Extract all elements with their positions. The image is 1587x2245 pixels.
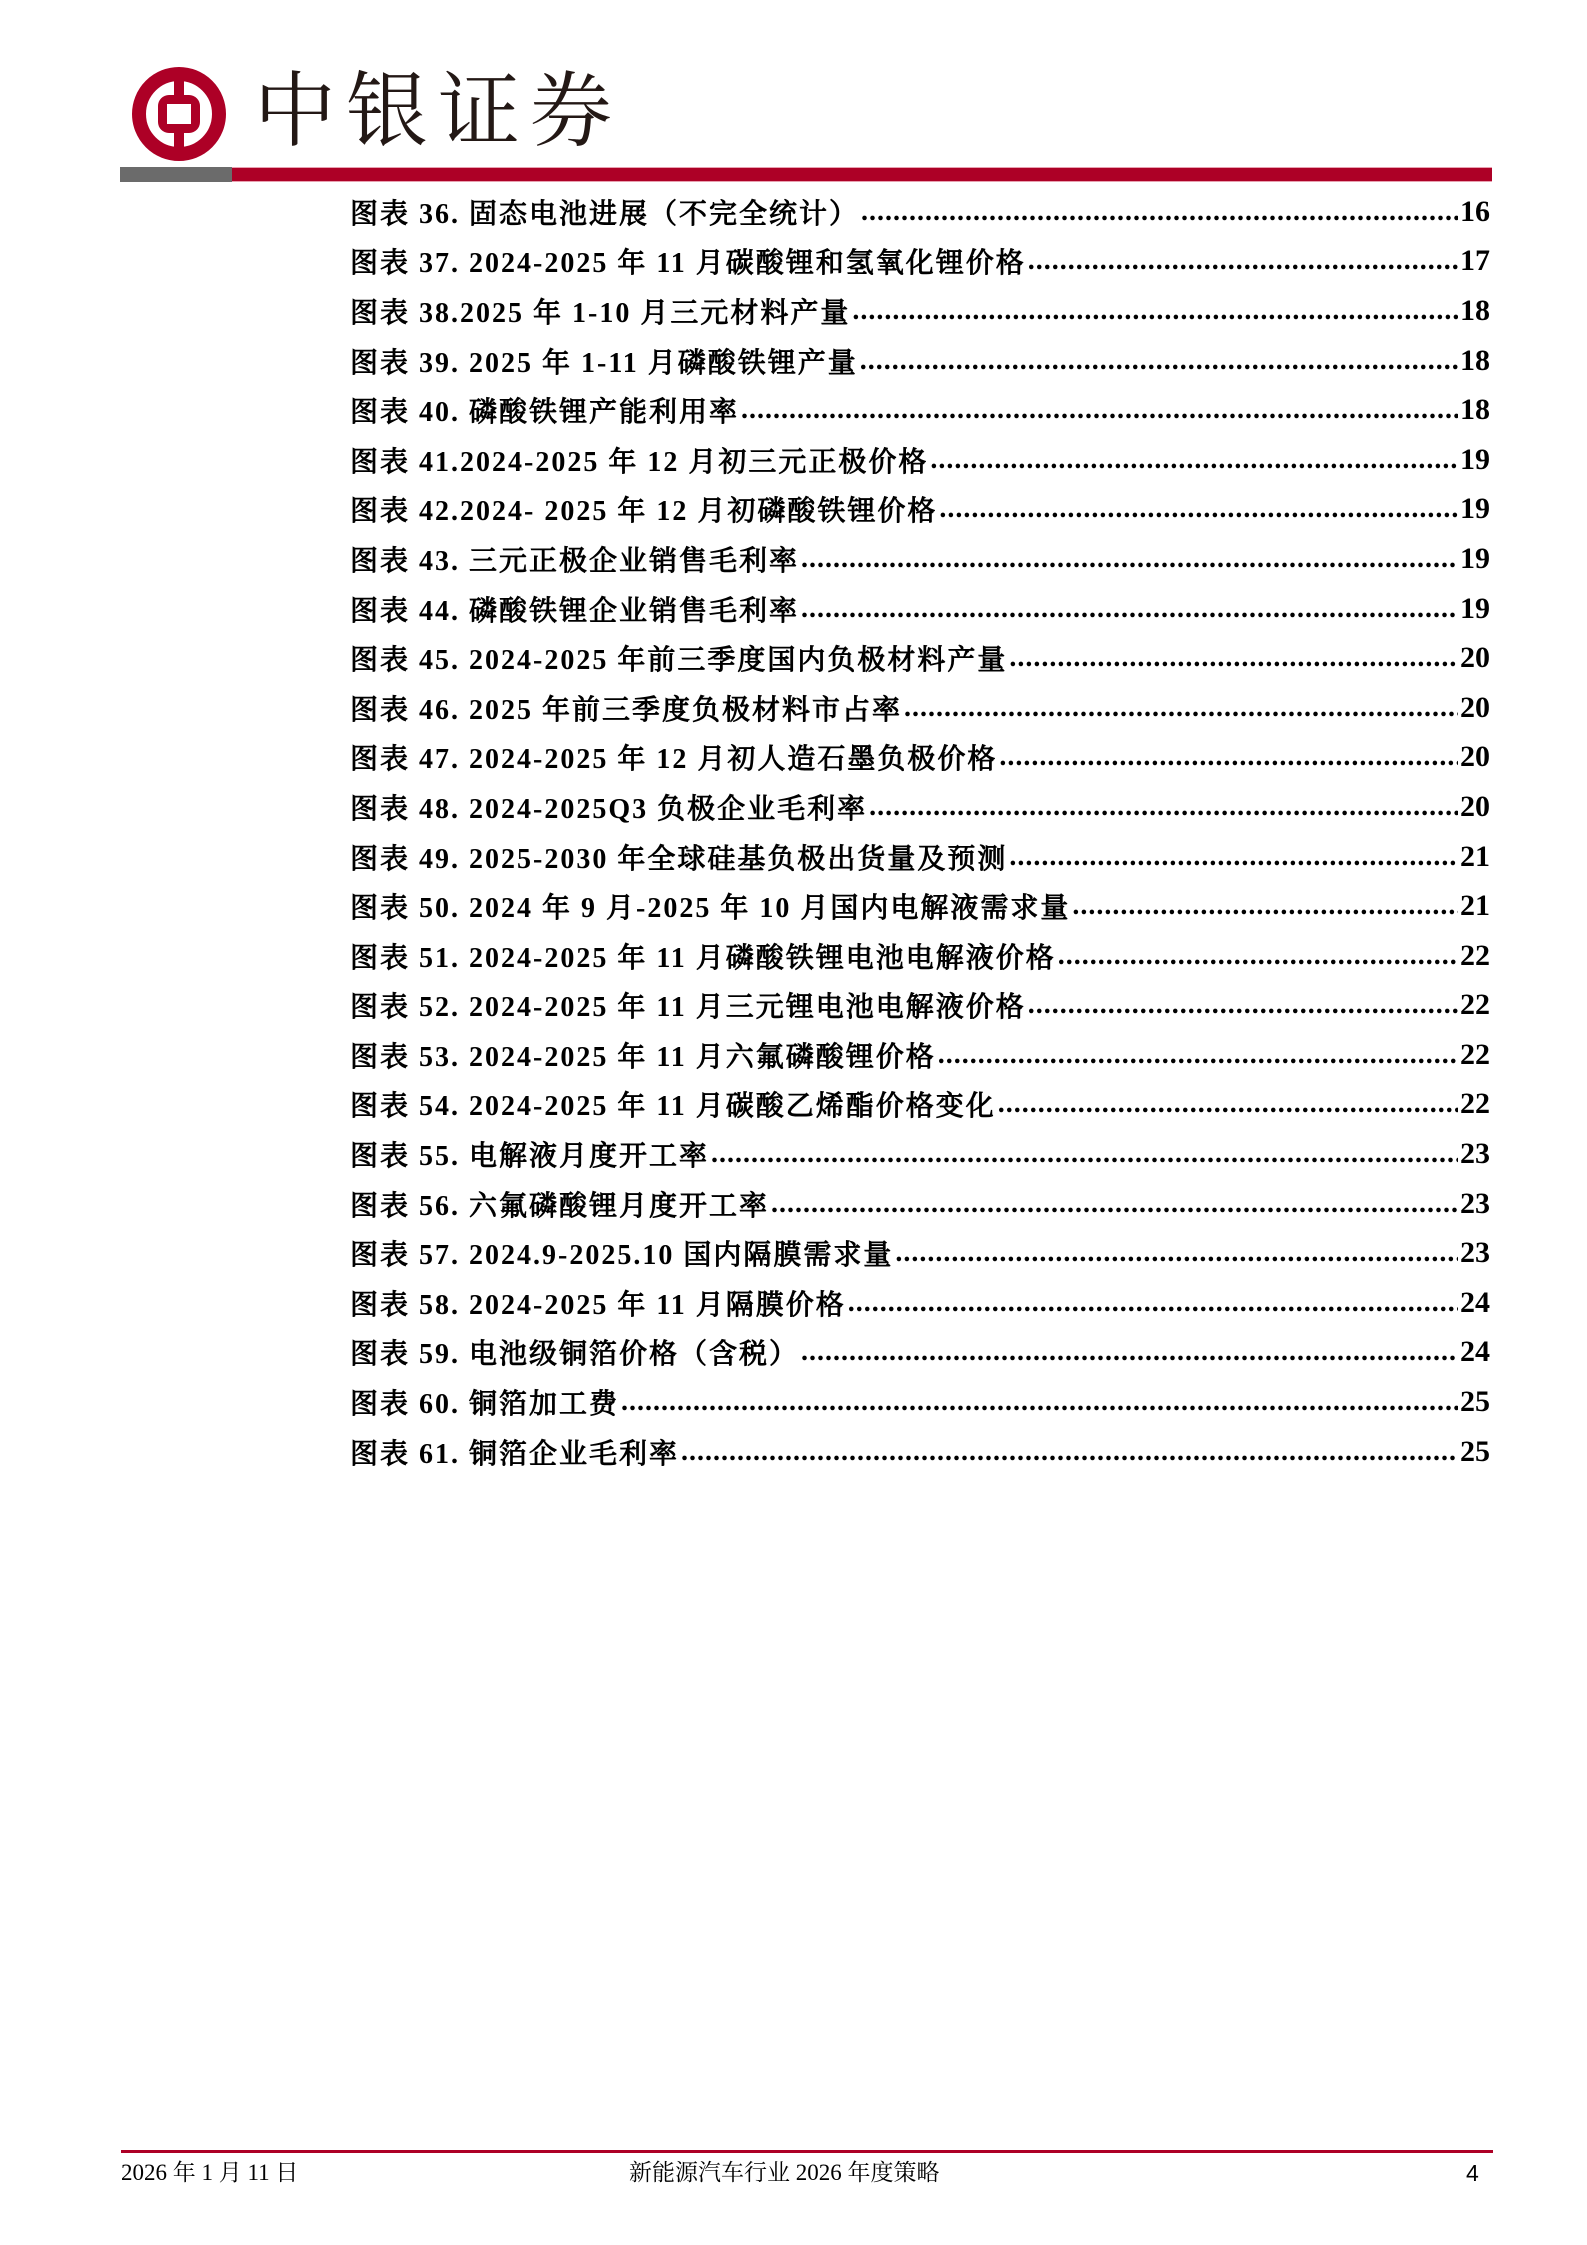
leader-dots bbox=[1072, 890, 1458, 922]
toc-entry-label: 图表 45. 2024-2025 年前三季度国内负极材料产量 bbox=[350, 645, 1008, 677]
leader-dots bbox=[711, 1138, 1458, 1170]
leader-dots bbox=[1058, 940, 1458, 972]
toc-entry-page: 17 bbox=[1460, 244, 1490, 278]
toc-entry-label: 图表 47. 2024-2025 年 12 月初人造石墨负极价格 bbox=[350, 744, 998, 776]
leader-dots bbox=[801, 593, 1458, 625]
toc-entry-label: 图表 56. 六氟磷酸锂月度开工率 bbox=[350, 1190, 770, 1222]
leader-dots bbox=[801, 543, 1458, 575]
toc-entry-label: 图表 49. 2025-2030 年全球硅基负极出货量及预测 bbox=[350, 843, 1008, 875]
toc-entry[interactable] bbox=[350, 881, 1490, 931]
toc-entry[interactable] bbox=[350, 1377, 1490, 1427]
toc-entry[interactable] bbox=[350, 832, 1490, 882]
toc-entry[interactable] bbox=[350, 286, 1490, 336]
toc-entry[interactable] bbox=[350, 1129, 1490, 1179]
toc-entry[interactable] bbox=[350, 1179, 1490, 1229]
footer-divider bbox=[121, 2150, 1493, 2153]
toc-entry-page: 20 bbox=[1460, 690, 1490, 724]
toc-entry-page: 19 bbox=[1460, 442, 1490, 476]
leader-dots bbox=[852, 295, 1458, 327]
leader-dots bbox=[930, 444, 1458, 476]
leader-dots bbox=[860, 345, 1458, 377]
toc-entry[interactable] bbox=[350, 1278, 1490, 1328]
leader-dots bbox=[938, 1039, 1458, 1071]
toc-entry-label: 图表 59. 电池级铜箔价格（含税） bbox=[350, 1339, 800, 1371]
toc-entry-label: 图表 36. 固态电池进展（不完全统计） bbox=[350, 198, 860, 230]
toc-entry-page: 19 bbox=[1460, 591, 1490, 625]
toc-entry[interactable] bbox=[350, 1427, 1490, 1477]
toc-entry[interactable] bbox=[350, 1030, 1490, 1080]
toc-entry[interactable] bbox=[350, 1228, 1490, 1278]
toc-entry-page: 23 bbox=[1460, 1236, 1490, 1270]
toc-entry-page: 18 bbox=[1460, 343, 1490, 377]
toc-entry-label: 图表 42.2024- 2025 年 12 月初磷酸铁锂价格 bbox=[350, 496, 938, 528]
toc-entry-page: 24 bbox=[1460, 1285, 1490, 1319]
toc-entry[interactable] bbox=[350, 485, 1490, 535]
leader-dots bbox=[1009, 841, 1458, 873]
toc-entry-page: 20 bbox=[1460, 789, 1490, 823]
toc-entry-label: 图表 50. 2024 年 9 月-2025 年 10 月国内电解液需求量 bbox=[350, 893, 1071, 925]
toc-entry-label: 图表 52. 2024-2025 年 11 月三元锂电池电解液价格 bbox=[350, 992, 1026, 1024]
toc-entry-page: 22 bbox=[1460, 938, 1490, 972]
toc-entry-page: 23 bbox=[1460, 1186, 1490, 1220]
toc-entry-label: 图表 37. 2024-2025 年 11 月碳酸锂和氢氧化锂价格 bbox=[350, 248, 1026, 280]
toc-entry[interactable] bbox=[350, 633, 1490, 683]
toc-entry-page: 25 bbox=[1460, 1434, 1490, 1468]
toc-entry-page: 16 bbox=[1460, 194, 1490, 228]
leader-dots bbox=[999, 741, 1458, 773]
toc-entry[interactable] bbox=[350, 1328, 1490, 1378]
toc-entry-label: 图表 46. 2025 年前三季度负极材料市占率 bbox=[350, 694, 903, 726]
page-number: 4 bbox=[1466, 2160, 1479, 2186]
toc-entry[interactable] bbox=[350, 187, 1490, 237]
toc-entry[interactable] bbox=[350, 385, 1490, 435]
toc-entry-page: 18 bbox=[1460, 293, 1490, 327]
toc-entry-page: 23 bbox=[1460, 1137, 1490, 1171]
leader-dots bbox=[621, 1386, 1458, 1418]
toc-entry-label: 图表 55. 电解液月度开工率 bbox=[350, 1141, 710, 1173]
toc-entry[interactable] bbox=[350, 336, 1490, 386]
leader-dots bbox=[861, 196, 1458, 228]
leader-dots bbox=[771, 1188, 1458, 1220]
toc-entry-label: 图表 38.2025 年 1-10 月三元材料产量 bbox=[350, 297, 851, 329]
toc-entry-label: 图表 44. 磷酸铁锂企业销售毛利率 bbox=[350, 595, 800, 627]
header-divider-red bbox=[232, 167, 1492, 182]
toc-entry-page: 24 bbox=[1460, 1335, 1490, 1369]
toc-entry[interactable] bbox=[350, 683, 1490, 733]
toc-entry-label: 图表 57. 2024.9-2025.10 国内隔膜需求量 bbox=[350, 1240, 894, 1272]
leader-dots bbox=[1009, 642, 1458, 674]
leader-dots bbox=[681, 1436, 1458, 1468]
leader-dots bbox=[895, 1237, 1458, 1269]
leader-dots bbox=[801, 1336, 1458, 1368]
leader-dots bbox=[904, 692, 1458, 724]
footer-report-title: 新能源汽车行业 2026 年度策略 bbox=[629, 2160, 940, 2185]
toc-entry-label: 图表 60. 铜箔加工费 bbox=[350, 1389, 620, 1421]
toc-entry-label: 图表 39. 2025 年 1-11 月磷酸铁锂产量 bbox=[350, 347, 858, 379]
header-divider bbox=[120, 167, 1492, 182]
toc-entry-page: 20 bbox=[1460, 641, 1490, 675]
toc-entry[interactable] bbox=[350, 534, 1490, 584]
leader-dots bbox=[998, 1088, 1458, 1120]
toc-entry-label: 图表 51. 2024-2025 年 11 月磷酸铁锂电池电解液价格 bbox=[350, 942, 1056, 974]
leader-dots bbox=[848, 1287, 1458, 1319]
toc-entry-page: 21 bbox=[1460, 889, 1490, 923]
toc-entry[interactable] bbox=[350, 1080, 1490, 1130]
toc-entry-page: 18 bbox=[1460, 393, 1490, 427]
header-divider-grey bbox=[120, 167, 232, 182]
toc-entry-page: 19 bbox=[1460, 541, 1490, 575]
toc-entry[interactable] bbox=[350, 981, 1490, 1031]
toc-entry[interactable] bbox=[350, 435, 1490, 485]
toc-entry[interactable] bbox=[350, 733, 1490, 783]
toc-entry-label: 图表 53. 2024-2025 年 11 月六氟磷酸锂价格 bbox=[350, 1041, 936, 1073]
toc-entry-page: 22 bbox=[1460, 1087, 1490, 1121]
toc-entry[interactable] bbox=[350, 782, 1490, 832]
toc-entry-label: 图表 61. 铜箔企业毛利率 bbox=[350, 1438, 680, 1470]
toc-entry[interactable] bbox=[350, 584, 1490, 634]
brand-name: 中银证券 bbox=[254, 64, 623, 159]
leader-dots bbox=[1028, 245, 1458, 277]
toc-entry-page: 20 bbox=[1460, 740, 1490, 774]
toc-entry-page: 19 bbox=[1460, 492, 1490, 526]
toc-entry-label: 图表 58. 2024-2025 年 11 月隔膜价格 bbox=[350, 1289, 846, 1321]
toc-entry-label: 图表 40. 磷酸铁锂产能利用率 bbox=[350, 397, 740, 429]
toc-entry-page: 22 bbox=[1460, 988, 1490, 1022]
leader-dots bbox=[939, 493, 1458, 525]
toc-entry-page: 21 bbox=[1460, 839, 1490, 873]
toc-entry-label: 图表 48. 2024-2025Q3 负极企业毛利率 bbox=[350, 793, 868, 825]
toc-entry[interactable] bbox=[350, 931, 1490, 981]
figure-list bbox=[350, 187, 1490, 1476]
toc-entry-page: 25 bbox=[1460, 1385, 1490, 1419]
toc-entry-label: 图表 41.2024-2025 年 12 月初三元正极价格 bbox=[350, 446, 929, 478]
leader-dots bbox=[741, 394, 1458, 426]
toc-entry-page: 22 bbox=[1460, 1037, 1490, 1071]
toc-entry[interactable] bbox=[350, 237, 1490, 287]
leader-dots bbox=[869, 791, 1458, 823]
leader-dots bbox=[1028, 989, 1458, 1021]
toc-entry-label: 图表 43. 三元正极企业销售毛利率 bbox=[350, 545, 800, 577]
footer-date: 2026 年 1 月 11 日 bbox=[121, 2160, 299, 2185]
toc-entry-label: 图表 54. 2024-2025 年 11 月碳酸乙烯酯价格变化 bbox=[350, 1091, 996, 1123]
bank-of-china-logo-icon bbox=[131, 66, 227, 162]
